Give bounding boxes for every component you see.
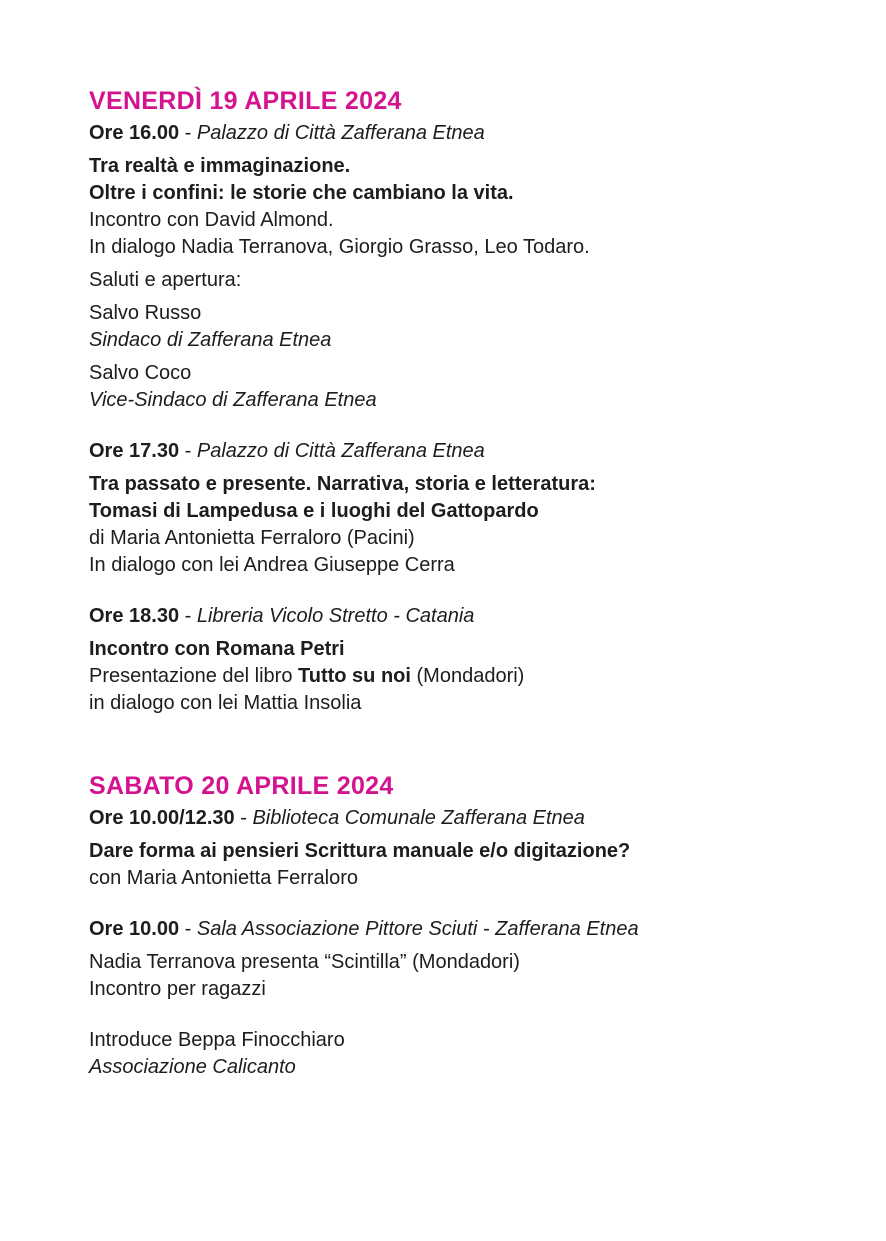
event-title: Incontro con Romana Petri: [89, 638, 345, 660]
event-time-venue: [89, 603, 886, 630]
event-1830: [89, 603, 886, 717]
event-venue: Palazzo di Città Zafferana Etnea: [196, 122, 485, 144]
event-time-venue: [89, 438, 886, 465]
desc-text: (Mondadori): [410, 665, 525, 687]
event-venue: Biblioteca Comunale Zafferana Etnea: [252, 807, 585, 829]
event-description: con Maria Antonietta Ferraloro: [89, 867, 359, 889]
event-description: Incontro con David Almond.: [89, 209, 334, 231]
day-section-saturday: [89, 769, 886, 1081]
separator: -: [234, 807, 253, 829]
day-section-friday: [89, 84, 886, 717]
event-time: Ore 10.00/12.30: [89, 807, 235, 829]
event-1600: [89, 120, 886, 414]
introducer-name: Introduce Beppa Finocchiaro: [89, 1029, 345, 1051]
event-description: di Maria Antonietta Ferraloro (Pacini): [89, 527, 415, 549]
day-heading: SABATO 20 APRILE 2024: [89, 772, 394, 800]
separator: -: [179, 440, 197, 462]
separator: -: [179, 918, 197, 940]
event-venue: Palazzo di Città Zafferana Etnea: [196, 440, 485, 462]
desc-text: Presentazione del libro: [89, 665, 299, 687]
event-title: Dare forma ai pensieri Scrittura manuale e/o digitazione?: [89, 840, 631, 862]
event-venue: Libreria Vicolo Stretto - Catania: [196, 605, 475, 627]
speaker-name: Salvo Coco: [89, 362, 192, 384]
event-time-venue: [89, 120, 886, 147]
event-time: Ore 10.00: [89, 918, 180, 940]
speaker-role: Sindaco di Zafferana Etnea: [89, 329, 332, 351]
event-description: [89, 663, 886, 690]
event-time-venue: [89, 805, 886, 832]
event-venue: Sala Associazione Pittore Sciuti - Zafferana Etnea: [196, 918, 639, 940]
event-time: Ore 16.00: [89, 122, 180, 144]
speaker-role: Vice-Sindaco di Zafferana Etnea: [89, 389, 377, 411]
event-time-venue: [89, 916, 886, 943]
event-description: Incontro per ragazzi: [89, 978, 266, 1000]
day-heading: VENERDÌ 19 APRILE 2024: [89, 87, 402, 115]
speaker-name: Salvo Russo: [89, 302, 202, 324]
event-description: In dialogo con lei Andrea Giuseppe Cerra: [89, 554, 455, 576]
event-1000: [89, 916, 886, 1081]
separator: -: [179, 122, 197, 144]
event-title: Tomasi di Lampedusa e i luoghi del Gattopardo: [89, 500, 539, 522]
event-description: In dialogo Nadia Terranova, Giorgio Grasso, Leo Todaro.: [89, 236, 590, 258]
event-1730: [89, 438, 886, 579]
event-time: Ore 17.30: [89, 440, 180, 462]
event-description: in dialogo con lei Mattia Insolia: [89, 692, 362, 714]
event-title: Tra realtà e immaginazione.: [89, 155, 351, 177]
event-1000-1230: [89, 805, 886, 892]
event-description: Nadia Terranova presenta “Scintilla” (Mondadori): [89, 951, 520, 973]
event-title: Oltre i confini: le storie che cambiano la vita.: [89, 182, 514, 204]
separator: -: [179, 605, 197, 627]
introducer-organization: Associazione Calicanto: [89, 1056, 296, 1078]
book-title: Tutto su noi: [298, 665, 411, 687]
event-time: Ore 18.30: [89, 605, 180, 627]
greetings-label: Saluti e apertura:: [89, 269, 242, 291]
event-title: Tra passato e presente. Narrativa, storia e letteratura:: [89, 473, 596, 495]
